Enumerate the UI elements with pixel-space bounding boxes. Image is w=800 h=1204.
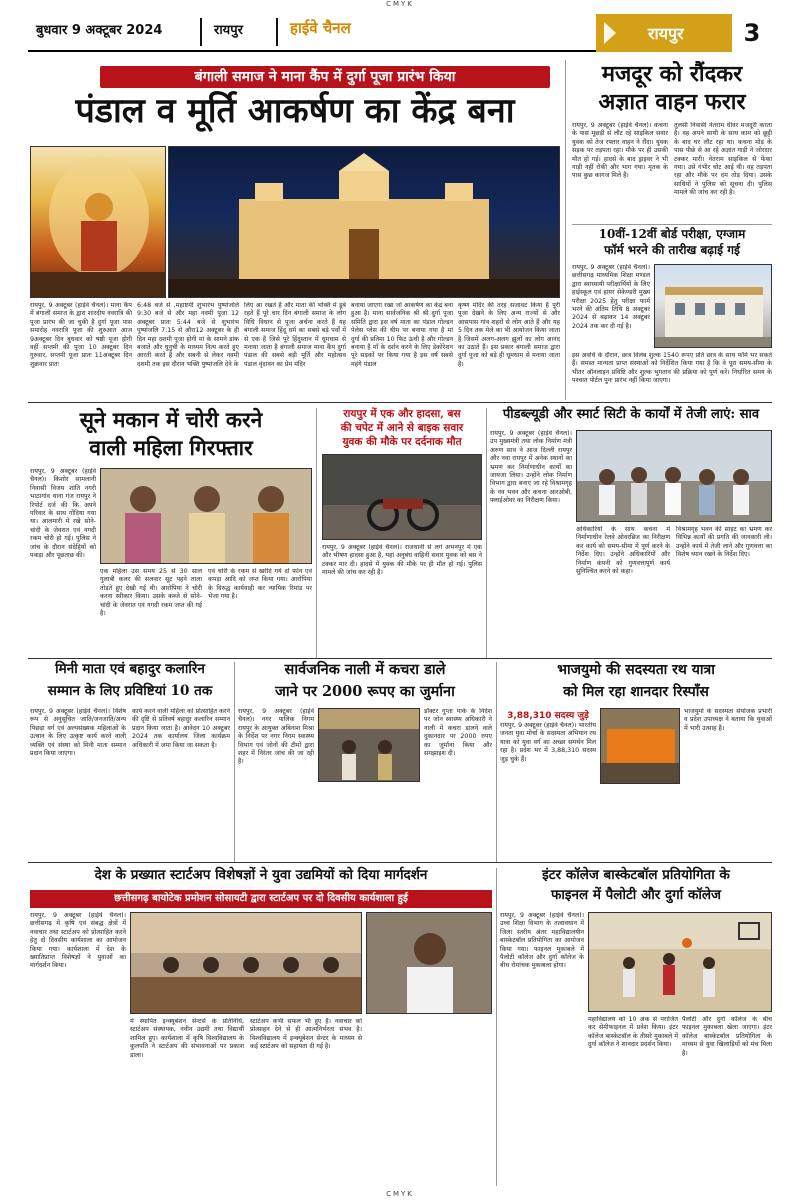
exam-body: रायपुर, 9 अक्टूबर (हाईवे चैनल)। छत्तीसगढ़ माध्यमिक शिक्षा मण्डल द्वारा स्वाध्यायी परीक्षार्थियों के लिए हाईस्कूल एवं हायर सेकेण्डरी मुख्य परीक्षा 2025 हेतु परीक्षा फार्म भरने की अंतिम तिथि 8 अक्टूबर 2024 से बढ़ाकर 14 अक्टूबर 2024 तक कर दी गई है। xyxy=(572,264,650,330)
issue-date: बुधवार 9 अक्टूबर 2024 xyxy=(36,23,163,38)
durga-body-col-5: कृष्ण मंदिर की तरह सजावट किया है पूरी पूजा देखने के लिए अन्य राज्यों से और आसपास गांव शहरों से लोग आते हैं और यह 5 दिन तक मेले का भी आयोजन किया जाता है जिसमें अलग-अलग झूलों का लोग आनंद का उठाते हैं। इस प्रकार बंगाली समाज द्वारा दुर्गा पूजा को बड़े ही धूमधाम से मनाया जाता है। xyxy=(458,302,560,368)
edition-city: रायपुर xyxy=(214,23,243,38)
drain-headline-line-2: जाने पर 2000 रूपए का जुर्माना xyxy=(275,683,455,700)
durga-kicker: बंगाली समाज ने माना कैंप में दुर्गा पूजा प्रारंभ किया xyxy=(100,66,550,88)
durga-body-col-3: लिए आ रखते हैं और माता की भक्ति में डूबे रहते हैं पूरे चार दिन बंगाली समाज के लोग विधि विधान से पूजा अर्चना करते हैं यह बंगाली समाज हिंदू धर्म का सबसे बड़े पर्वों में से एक है जिसे पूरे हिंदुस्तान में धूमधाम से मनाया जाता है बंगाली समाज माना कैंप दुर्गा पंडाल की सबसे बड़ी मूर्ति और महोत्सव पंडाल वृंदावन का प्रेम मंदिर xyxy=(244,302,346,368)
dais-illustration xyxy=(131,913,362,1014)
court-illustration xyxy=(589,913,772,1012)
basketball-body-col-2: महाविद्यालय को 10 अंक से पराजित कर सेमीफाइनल में प्रवेश किया। इंटर कॉलेज बास्केटबॉल के तीसरे मुकाबले में दुर्गा कॉलेज ने शानदार प्रदर्शन किया। xyxy=(588,1016,678,1049)
startup-headline: देश के प्रख्यात स्टार्टअप विशेषज्ञों ने युवा उद्यमियों को दिया मार्गदर्शन xyxy=(94,867,428,883)
durga-headline: पंडाल व मूर्ति आकर्षण का केंद्र बना xyxy=(75,91,515,131)
golden-palace-pandal-photo xyxy=(168,146,560,298)
column-divider xyxy=(234,662,235,862)
column-divider xyxy=(486,408,487,658)
durga-idol-photo xyxy=(30,146,166,298)
bike-body: रायपुर, 9 अक्टूबर (हाईवे चैनल)। राजधानी से लगे अभनपुर में एक और भीषण हादसा हुआ है, यहां अनुबंध वाहिनी सवार युवक को बस ने टक्कर मार दी। हादसे में युवक की मौके पर ही मौत हो गई। पुलिस मामले की जांच कर रही है। xyxy=(322,544,482,577)
durga-body-col-1: रायपुर, 9 अक्टूबर (हाईवे चैनल)। माना कैंप में बंगाली समाज के द्वारा शारदीय नवरात्रि की पूजा प्रारंभ की जा चुकी है दुर्गा पूजा पास समारोह नवरात्रि पूजा की शुरुआत आज 9अक्टूबर दिन बुधवार को षष्ठी पूजा होगी वहीं सप्तमी की पूजा 10 अक्टूबर दिन गुरुवार, सप्तमी पूजा प्रातः 11अक्टूबर दिन शुक्रवार प्रातः xyxy=(30,302,132,368)
accident-body-col-2: तुलसी निवासी नेतराम धीवर मजदूरी करता है। वह अपने साथी के साथ काम को छूट्टी के बाद घर लौट रहा था। कचना मोड़ के पास पीछे से आ रहे अज्ञात गाड़ी ने जोरदार टक्कर मारी। नेतराम साइकिल से फेंका गया। उसे गंभीर चोट आई थी। वह तड़पता रहा और मौके पर दम तोड़ दिया। उसके साथियों ने पुलिस को सूचना दी। पुलिस मामले की जांच कर रही है। xyxy=(674,122,772,197)
three-women-illustration xyxy=(101,469,312,564)
bjp-subhead: 3,88,310 सदस्य जुड़े xyxy=(507,711,589,721)
basketball-body-col-1: रायपुर, 9 अक्टूबर (हाईवे चैनल)। उच्च शिक्षा विभाग के तत्वावधान में जिला स्तरीय अंतर महाविद्यालयीन बास्केटबॉल प्रतियोगिता का आयोजन किया गया। फाइनल मुकाबले में पैलोटी कॉलेज और दुर्गा कॉलेज के बीच रोमांचक मुकाबला होगा। xyxy=(500,912,584,970)
inspection-photo xyxy=(576,430,772,522)
pwd-headline: पीडब्ल्यूडी और स्मार्ट सिटी के कार्यों में तेजी लाएं: साव xyxy=(502,407,760,422)
accident-headline-line-1: मजदूर को रौंदकर xyxy=(601,61,743,87)
idol-illustration xyxy=(31,147,166,298)
school-building-photo xyxy=(654,264,772,348)
basketball-headline-line-1: इंटर कॉलेज बास्केटबॉल प्रतियोगिता के xyxy=(542,867,730,883)
column-divider xyxy=(496,868,497,1186)
rath-yatra-photo xyxy=(600,708,680,784)
section-divider xyxy=(28,862,772,863)
section-banner xyxy=(596,14,772,52)
bjp-headline-line-2: को मिल रहा शानदार रिस्पॉंस xyxy=(563,684,709,700)
theft-headline-line-1: सूने मकान में चोरी करने xyxy=(79,407,263,432)
divider xyxy=(200,18,202,46)
masthead xyxy=(28,14,772,52)
drain-inspection-photo xyxy=(318,708,420,782)
startup-body-col-2: में स्थापित इन्क्यूबेशन सेन्टर्स के प्रतिनिधि, स्टार्टअप संस्थापक, नवीन उद्यमी तथा विद्यार्थी शामिल हुए। कार्यशाला में कृषि विश्वविद्यालय के कुलपति ने स्टार्टअप की संभावनाओं पर प्रकाश डाला। xyxy=(130,1018,244,1059)
mini-body-col-1: रायपुर, 9 अक्टूबर (हाईवे चैनल)। विशेष रूप से अनुसूचित जाति/जनजाति/अन्य पिछड़ा वर्ग एवं अल्पसंख्यक महिलाओं के उत्थान के लिए उत्कृष्ट कार्य करने वाली व्यक्ति एवं संस्था को मिनी माता सम्मान प्रदान किया जाएगा। xyxy=(30,708,126,758)
page-number: 3 xyxy=(732,14,772,52)
column-divider xyxy=(496,662,497,862)
pwd-body-col-2: अधिकारियों के साथ कचना में निर्माणाधीन रेलवे ओवरब्रिज का निरीक्षण कर कार्य को समय-सीमा में पूर्ण करने के निर्देश दिए। उन्होंने अधिकारियों और निर्माण कंपनी को गुणवत्तापूर्ण कार्य सुनिश्चित करने को कहा। xyxy=(576,526,670,576)
rally-illustration xyxy=(601,709,680,784)
pwd-body-col-1: रायपुर, 9 अक्टूबर (हाईवे चैनल)। उप मुख्यमंत्री तथा लोक निर्माण मंत्री अरुण साव ने आज दिल्ली रायपुर और नवा रायपुर में अनेक स्थानों का भ्रमण कर निर्माणाधीन कार्यों का जायजा लिया। उन्होंने लोक निर्माण विभाग द्वारा बनाए जा रहे विश्रामगृह के नव भवन और कचना आरओबी, फ्लाईओवर का निरीक्षण किया। xyxy=(490,430,572,505)
speaker-illustration xyxy=(367,913,492,1014)
theft-body-col-1: रायपुर, 9 अक्टूबर (हाईवे चैनल)। किशोर सामलानी निवासी विजय शांति नगरी भाठागांव थाना गंज रायपुर ने रिपोर्ट दर्ज की कि अपने परिवार के साथ गोंदिया गया था। आलमारी में रखे सोने-चांदी के जेवरात एवं नगदी रकम चोरी हो गई। पुलिस ने जांच के दौरान संदेहियों को पकड़ा और पूछताछ की। xyxy=(30,468,96,560)
newspaper-brand: हाईवे चैनल xyxy=(290,19,351,37)
mini-headline-line-1: मिनी माता एवं बहादुर कलारिन xyxy=(55,661,205,677)
basketball-body-col-3: पैलोटी और दुर्गा कॉलेज के बीच फाइनल मुकाबला खेला जाएगा। इंटर कॉलेज बास्केटबॉल प्रतियोगिता के माध्यम से युवा खिलाड़ियों को मंच मिला है। xyxy=(682,1016,772,1057)
section-city: रायपुर xyxy=(648,24,684,43)
pandal-illustration xyxy=(169,147,560,298)
bike-headline-line-3: युवक की मौके पर दर्दनाक मौत xyxy=(342,436,462,448)
startup-kicker: छत्तीसगढ़ बायोटेक प्रमोशन सोसायटी द्वारा स्टार्टअप पर दो दिवसीय कार्यशाला हुई xyxy=(30,890,492,908)
startup-body-col-1: रायपुर, 9 अक्टूबर (हाईवे चैनल)। छत्तीसगढ़ में कृषि एवं संबद्ध क्षेत्रों में नवाचार तथा स्टार्टअप को प्रोत्साहित करने हेतु दो दिवसीय कार्यशाला का आयोजन किया गया। कार्यशाला में देश के ख्यातिप्राप्त विशेषज्ञों ने युवाओं का मार्गदर्शन किया। xyxy=(30,912,126,970)
durga-body-col-4: बनाया जाएगा रखा जो आकर्षण का केंद्र बना हुआ है। माना सार्वजनिक श्री श्री दुर्गा पूजा समिति द्वारा इस वर्ष माता का पंडाल गोल्डन पेलेस प्लेस की थीम पर बनाया गया है मां दुर्गा की प्रतिमा 10 फिट ऊंची है और गोल्डन बनाया है माँ के दर्शन करने के लिए डेकोरेशन पूरे सड़कों पर किया गया है इस वर्ष सबसे महंगे पंडाल xyxy=(351,302,453,368)
mini-headline-line-2: सम्मान के लिए प्रविष्टियां 10 तक xyxy=(47,683,213,699)
color-registration-bottom: CMYK xyxy=(386,1190,414,1198)
bike-headline-line-2: की चपेट में आने से बाइक सवार xyxy=(340,422,464,434)
drain-headline-line-1: सार्वजनिक नाली में कचरा डाले xyxy=(284,661,446,678)
section-divider xyxy=(572,224,772,225)
accident-body-col-1: रायपुर, 9 अक्टूबर (हाईवे चैनल)। कचना के पास मूछड़ी से लौट रहे साइकिल सवार युवक को तेज रफ्तार वाहन ने रौंदा। युवक सड़क पर तड़पता रहा। मौके पर ही उसकी मौत हो गई। हादसे के बाद ड्राइवर ने भी गाड़ी नहीं रोकी और भाग गया। मृतक के पास कुछ कागज मिले हैं। xyxy=(572,122,668,180)
accused-women-photo xyxy=(100,468,312,564)
drain-body-col-2: डॉक्टर गुप्ता पार्क के निर्देश पर जोन स्वास्थ्य अधिकारी ने नाली में कचरा डालने वाले दुकानदार पर 2000 रुपए का जुर्माना किया और समझाइश दी। xyxy=(424,708,492,758)
bjp-headline-line-1: भाजयुमो की सदस्यता रथ यात्रा xyxy=(557,662,715,678)
bike-accident-photo xyxy=(322,454,482,540)
mini-body-col-2: कार्य करने वाली महिला को प्रोत्साहित करने की दृष्टि से प्रतिवर्ष बहादुर कलारिन सम्मान प्रदान किया जाता है। आवेदन 10 अक्टूबर 2024 तक कार्यालय जिला कार्यक्रम अधिकारी में जमा किया जा सकता है। xyxy=(132,708,230,749)
theft-body-col-2: एक महिला उस समय 25 से 30 साल गुलाबी कलर की सलवार सूट पहने ताला तोड़ते हुए देखी गई थी। आरोपिया ने चोरी करना स्वीकार किया। उसके कब्जे से सोने-चांदी के जेवरात एवं नगदी रकम जप्त की गई है। xyxy=(100,568,202,618)
basketball-headline-line-2: फाइनल में पैलोटी और दुर्गा कॉलेज xyxy=(550,887,721,903)
pwd-body-col-3: विश्रामगृह भवन की साइट का भ्रमण कर विभिन्न कार्यों की प्रगति की जानकारी ली। उन्होंने कार्य में तेजी लाने और गुणवत्ता का विशेष ध्यान रखने के निर्देश दिए। xyxy=(676,526,772,559)
theft-headline-line-2: वाली महिला गिरफ्तार xyxy=(89,435,253,460)
shop-illustration xyxy=(319,709,420,782)
bjp-body-col-1: रायपुर, 9 अक्टूबर (हाईवे चैनल)। भारतीय जनता युवा मोर्चा के सदस्यता अभियान रथ यात्रा को युवा वर्ग का अच्छा समर्थन मिल रहा है। प्रदेश भर में 3,88,310 सदस्य जुड़ चुके हैं। xyxy=(500,722,596,763)
crashed-bike-illustration xyxy=(323,455,482,540)
speaker-photo xyxy=(366,912,492,1014)
accident-headline-line-2: अज्ञात वाहन फरार xyxy=(598,89,746,115)
column-divider xyxy=(316,408,317,658)
drain-body-col-1: रायपुर, 9 अक्टूबर (हाईवे चैनल)। नगर पालिक निगम रायपुर के आयुक्त अबिनाश मिश्रा के निर्देश पर नगर निगम स्वास्थ्य विभाग एवं जोनों की टीमों द्वारा शहर में निरंतर जांच की जा रही है। xyxy=(238,708,314,766)
exam-headline-line-1: 10वीं-12वीं बोर्ड परीक्षा, एग्जाम xyxy=(598,227,746,241)
workshop-photo xyxy=(130,912,362,1014)
bike-headline-line-1: रायपुर में एक और हादसा, बस xyxy=(343,408,461,420)
durga-body-col-2: 6:48 बजे से ,महाष्टमी शुभारंभ पुष्पांजलि 9:30 बजे से और महा नवमी पूजा 12 अक्टूबर प्रातः 5:44 बजे से शुभारंभ पुष्पांजलि 7:15 से औरा12 अक्टूबर के ही दिन महा दशमी पूजा होगी मां के सामने डांक बजाते और धुनुची के माध्यम नित्य करते हुए आरती करते हैं और सबनी से लेकर नवमी दशमी तक इस दौरान भक्ति पुष्पांजलि देने के xyxy=(137,302,239,368)
officials-illustration xyxy=(577,431,772,522)
startup-body-col-3: स्टार्टअप कभी सफल भी हुए हैं। नवाचार को प्रोत्साहन देने से ही आत्मनिर्भरता संभव है। विश्वविद्यालय में इन्क्यूबेशन सेन्टर के माध्यम से कई स्टार्टअप को सहायता दी गई है। xyxy=(250,1018,362,1051)
divider xyxy=(276,18,278,46)
column-divider xyxy=(565,60,566,400)
section-divider xyxy=(28,402,772,403)
building-illustration xyxy=(655,265,772,348)
exam-headline-line-2: फॉर्म भरने की तारीख बढ़ाई गई xyxy=(604,243,740,257)
bjp-body-col-2: भाजयुमो के सदस्यता संयोजक प्रभारी व प्रदेश उपाध्यक्ष ने बताया कि युवाओं में भारी उत्साह है। xyxy=(684,708,772,732)
basketball-game-photo xyxy=(588,912,772,1012)
theft-body-col-3: एवं चोरी के रकम से खरीदे गये दो फ़ोन एवं कपड़ा आदि को जप्त किया गया। आरोपिया के विरुद्ध कार्यवाही कर न्यायिक रिमांड पर भेजा गया है। xyxy=(208,568,312,601)
exam-body-bottom: इस अवधि के दौरान, छात्र विलंब शुल्क 1540 रूपए प्रति छात्र के साथ फॉर्म भर सकते हैं। समस्त मान्यता प्राप्त संस्थाओं को निर्देशित किया गया है कि वे पूरा समय-सीमा के भीतर ऑनलाइन प्रविष्टि और शुल्क भुगतान की प्रक्रिया को पूर्ण करें। निर्धारित समय के पश्चात पोर्टल पुनः प्रारंभ नहीं किया जाएगा। xyxy=(572,352,772,385)
arrow-decoration-icon xyxy=(596,14,626,52)
section-divider xyxy=(28,658,772,659)
color-registration-top: CMYK xyxy=(386,0,414,8)
